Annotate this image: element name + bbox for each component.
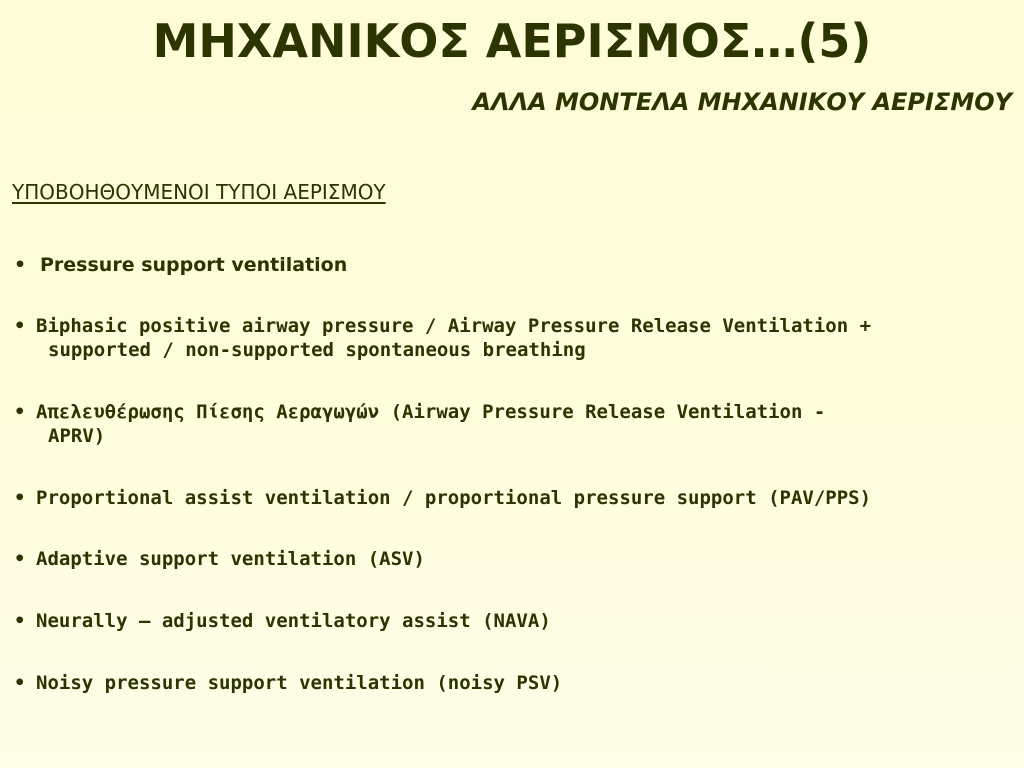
list-item [14, 400, 1004, 448]
bullet-icon: • [14, 548, 26, 570]
list-item-text: Biphasic positive airway pressure / Airway Pressure Release Ventilation + [36, 315, 872, 337]
list-item-text: Neurally – adjusted ventilatory assist (NAVA) [36, 610, 551, 632]
list-item-text: Adaptive support ventilation (ASV) [36, 548, 425, 570]
bullet-icon: • [14, 672, 26, 694]
list-item [14, 671, 1004, 695]
list-item-continuation: APRV) [48, 425, 106, 447]
bullet-icon: • [14, 610, 26, 632]
list-item-continuation: supported / non-supported spontaneous breathing [48, 339, 586, 361]
bullet-icon: • [14, 254, 27, 276]
list-item-text: Pressure support ventilation [40, 254, 348, 276]
bullet-icon: • [14, 401, 26, 423]
list-item [14, 314, 1004, 362]
list-item-text: Noisy pressure support ventilation (noisy PSV) [36, 672, 563, 694]
list-item [14, 609, 1004, 633]
list-item [14, 253, 347, 277]
list-item-text: Απελευθέρωσης Πίεσης Αεραγωγών (Airway Pressure Release Ventilation - [36, 401, 826, 423]
list-item-text: Proportional assist ventilation / proportional pressure support (PAV/PPS) [36, 487, 872, 509]
slide-subtitle: ΑΛΛΑ ΜΟΝΤΕΛΑ ΜΗΧΑΝΙΚΟΥ ΑΕΡΙΣΜΟΥ [472, 88, 1012, 116]
list-item [14, 486, 1004, 510]
bullet-icon: • [14, 487, 26, 509]
list-item [14, 547, 1004, 571]
section-heading: ΥΠΟΒΟΗΘΟΥΜΕΝΟΙ ΤΥΠΟΙ ΑΕΡΙΣΜΟΥ [12, 180, 386, 204]
bullet-icon: • [14, 315, 26, 337]
slide-title: ΜΗΧΑΝΙΚΟΣ ΑΕΡΙΣΜΟΣ…(5) [152, 14, 872, 68]
